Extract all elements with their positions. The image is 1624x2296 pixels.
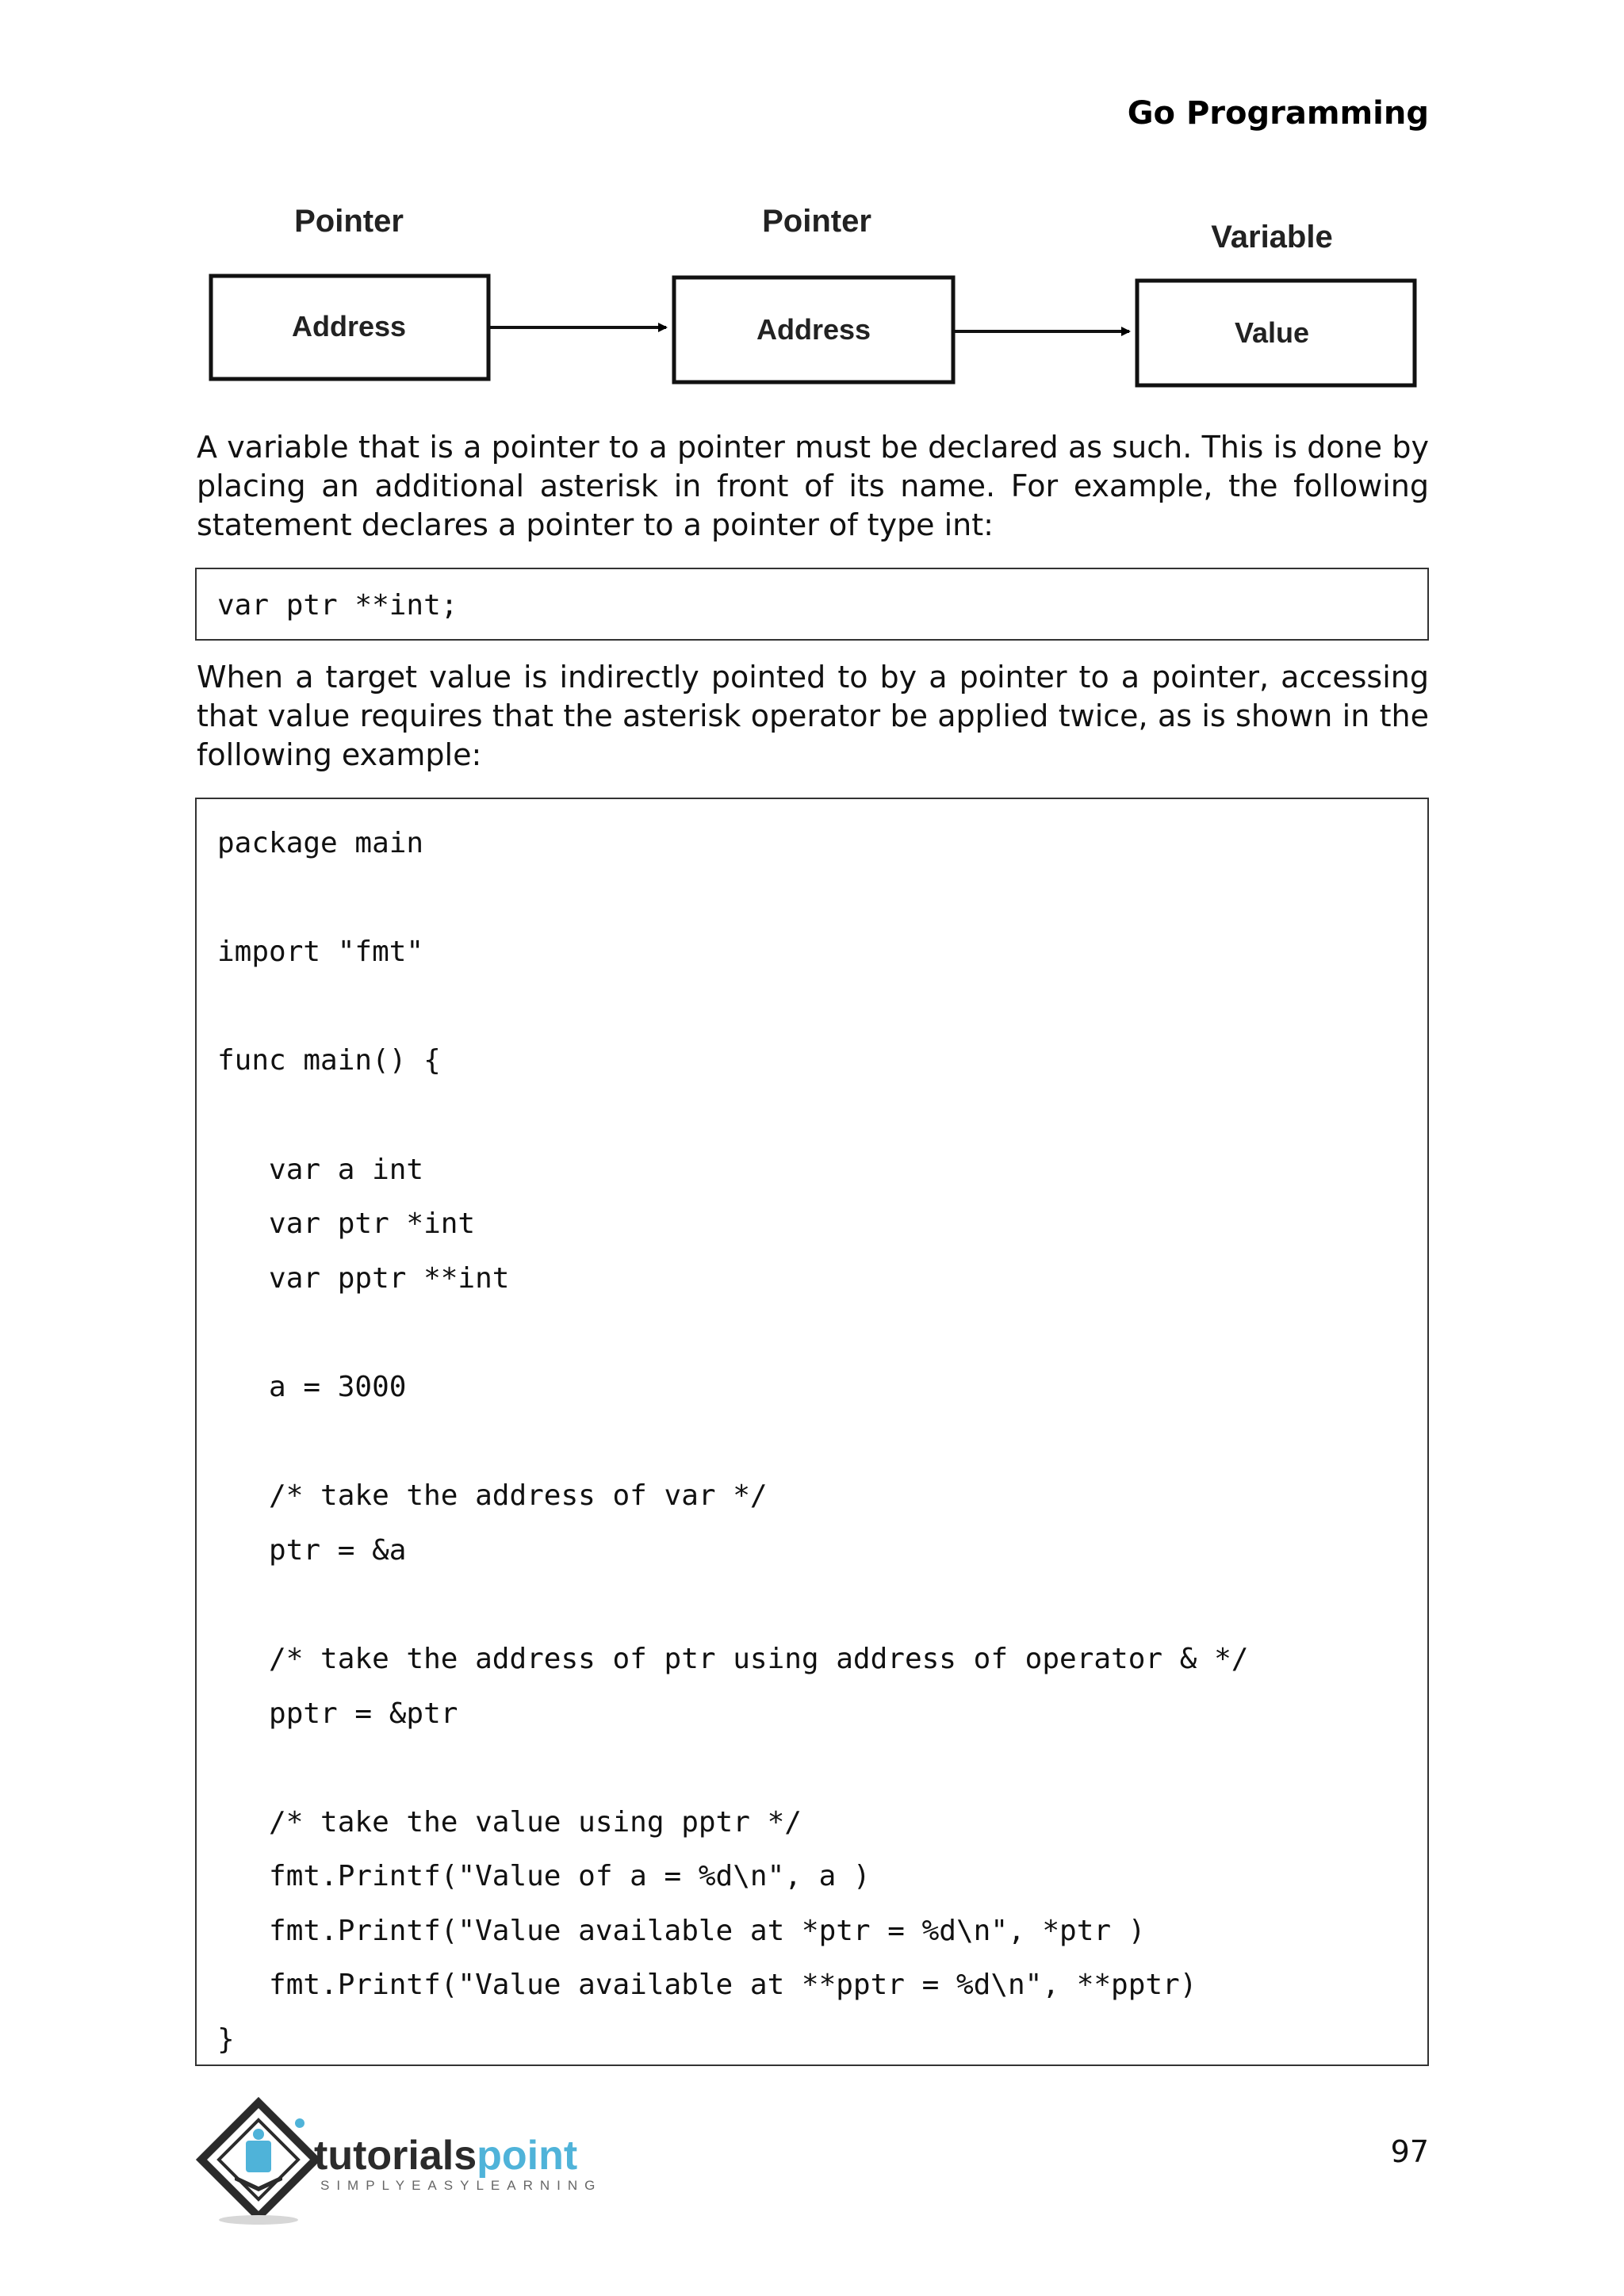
code-block-declaration xyxy=(195,568,1429,641)
tutorialspoint-logo xyxy=(195,2093,639,2228)
logo-text-main: tutorials xyxy=(314,2133,477,2179)
diagram-node-2-content: Address xyxy=(756,313,871,346)
pointer-diagram xyxy=(198,190,1427,404)
logo-tagline: SIMPLYEASYLEARNING xyxy=(320,2178,603,2193)
diagram-node-3-content: Value xyxy=(1234,316,1310,349)
diagram-node-1-content: Address xyxy=(291,310,407,342)
diagram-node-1-label: Pointer xyxy=(294,204,404,239)
diagram-node-2-label: Pointer xyxy=(762,204,871,239)
logo-diamond-icon xyxy=(201,2103,316,2225)
page-number: 97 xyxy=(1390,2134,1429,2169)
code-block-example xyxy=(195,798,1429,2066)
page-header-title: Go Programming xyxy=(1127,95,1429,132)
svg-text:tutorialspoint xyxy=(314,2133,577,2179)
paragraph-indirect-access: When a target value is indirectly pointed to by a pointer to a pointer, accessing that value requires that the asterisk operator be applied twice, as is shown in the following example: xyxy=(197,660,1429,772)
diagram-node-3-label: Variable xyxy=(1211,220,1333,254)
code-example-text: package main import "fmt" func main() { var a int var ptr *int var pptr **int a = 3000 /* take the address of var */ ptr = &a /* take the address of ptr using address of operator & */ pptr = &ptr /* take the value using pptr */ fmt.Printf("Value of a = %d\n", a ) fmt.Printf("Value available at *ptr = %d\n", *ptr ) fmt.Printf("Value available at **pptr = %d\n", **pptr) } xyxy=(217,827,1249,2057)
paragraph-pointer-declaration: A variable that is a pointer to a pointer must be declared as such. This is done by placing an additional asterisk in front of its name. For example, the following statement declares a pointer to a pointer of type int: xyxy=(197,430,1429,542)
logo-text-accent: point xyxy=(477,2133,578,2179)
code-declaration-text: var ptr **int; xyxy=(217,589,458,622)
